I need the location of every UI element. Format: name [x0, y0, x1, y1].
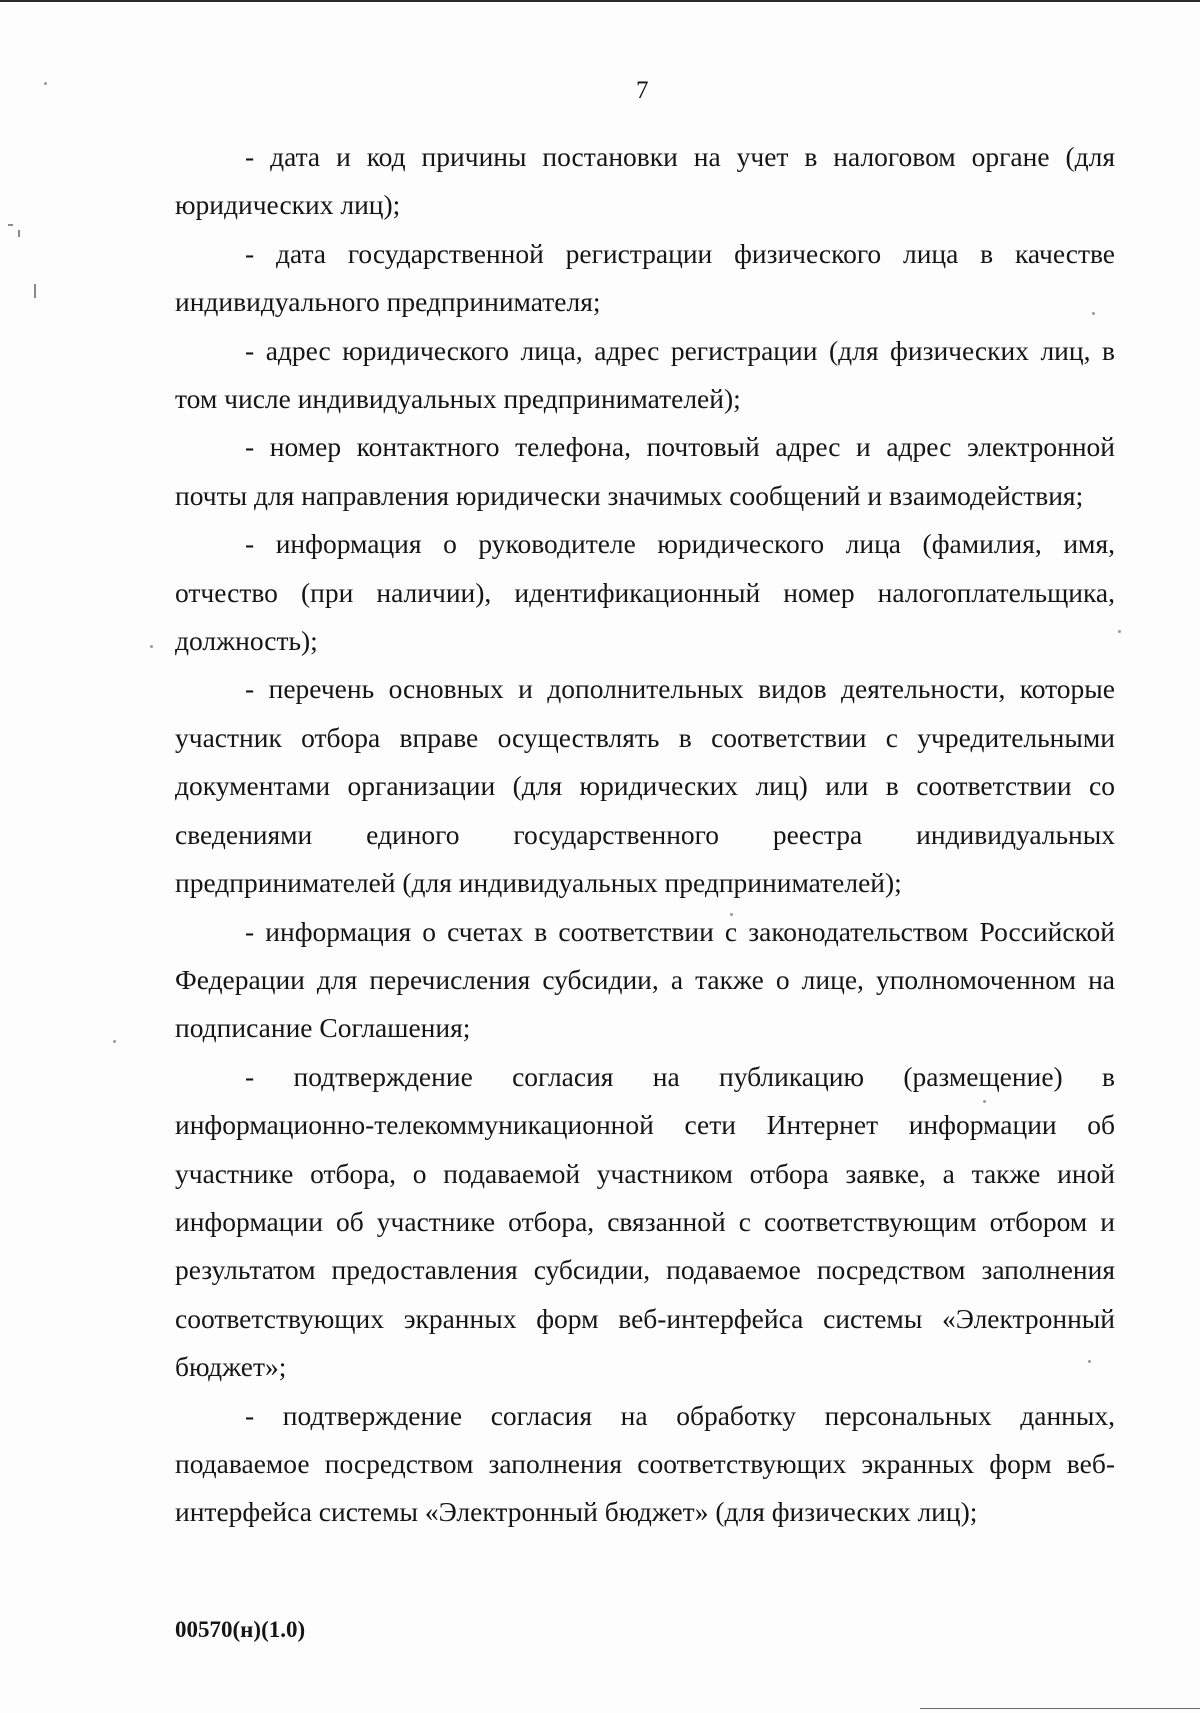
scan-mark [18, 230, 20, 237]
paragraph-tax-registration: - дата и код причины постановки на учет в налоговом органе (для юридических лиц); [175, 141, 1115, 221]
paragraph-address: - адрес юридического лица, адрес регистрации (для физических лиц, в том числе индивидуальных предпринимателей); [175, 334, 1115, 415]
paragraph-activities: - перечень основных и дополнительных видов деятельности, которые участник отбора вправе осуществлять в соответствии с учредительными документами организации (для юридических лиц) или в соответствии со сведениями единого государственного реестра индивидуальных предпринимателей (для индивидуальных предпринимателей); [175, 673, 1115, 899]
paragraph-accounts: - информация о счетах в соответствии с законодательством Российской Федерации для перечисления субсидии, а также о лице, уполномоченном на подписание Соглашения; [175, 915, 1115, 1044]
scan-speck [44, 82, 47, 85]
paragraph-contacts: - номер контактного телефона, почтовый адрес и адрес электронной почты для направления юридически значимых сообщений и взаимодействия; [175, 431, 1115, 511]
document-body [175, 133, 1115, 1537]
scan-bottom-edge [920, 1708, 1200, 1709]
paragraph-manager-info: - информация о руководителе юридического лица (фамилия, имя, отчество (при наличии), идентификационный номер налогоплательщика, должность); [175, 528, 1115, 657]
paragraph-personal-data-consent: - подтверждение согласия на обработку персональных данных, подаваемое посредством заполнения соответствующих экранных форм веб-интерфейса системы «Электронный бюджет» (для физических лиц); [175, 1399, 1115, 1528]
document-code: 00570(н)(1.0) [175, 1617, 306, 1642]
scan-top-edge [0, 0, 1200, 2]
paragraph-publication-consent: - подтверждение согласия на публикацию (размещение) в информационно-телекоммуникационной сети Интернет информации об участнике отбора, о подаваемой участником отбора заявке, а также иной информации об участнике отбора, связанной с соответствующим отбором и результатом предоставления субсидии, подаваемое посредством заполнения соответствующих экранных форм веб-интерфейса системы «Электронный бюджет»; [175, 1060, 1115, 1383]
scan-speck [1118, 630, 1121, 633]
scan-speck [150, 645, 153, 648]
page-number: 7 [636, 77, 649, 104]
scan-speck [113, 1040, 116, 1043]
paragraph-state-registration: - дата государственной регистрации физического лица в качестве индивидуального предпринимателя; [175, 237, 1115, 318]
scan-mark [8, 224, 13, 226]
scan-mark [34, 284, 36, 298]
